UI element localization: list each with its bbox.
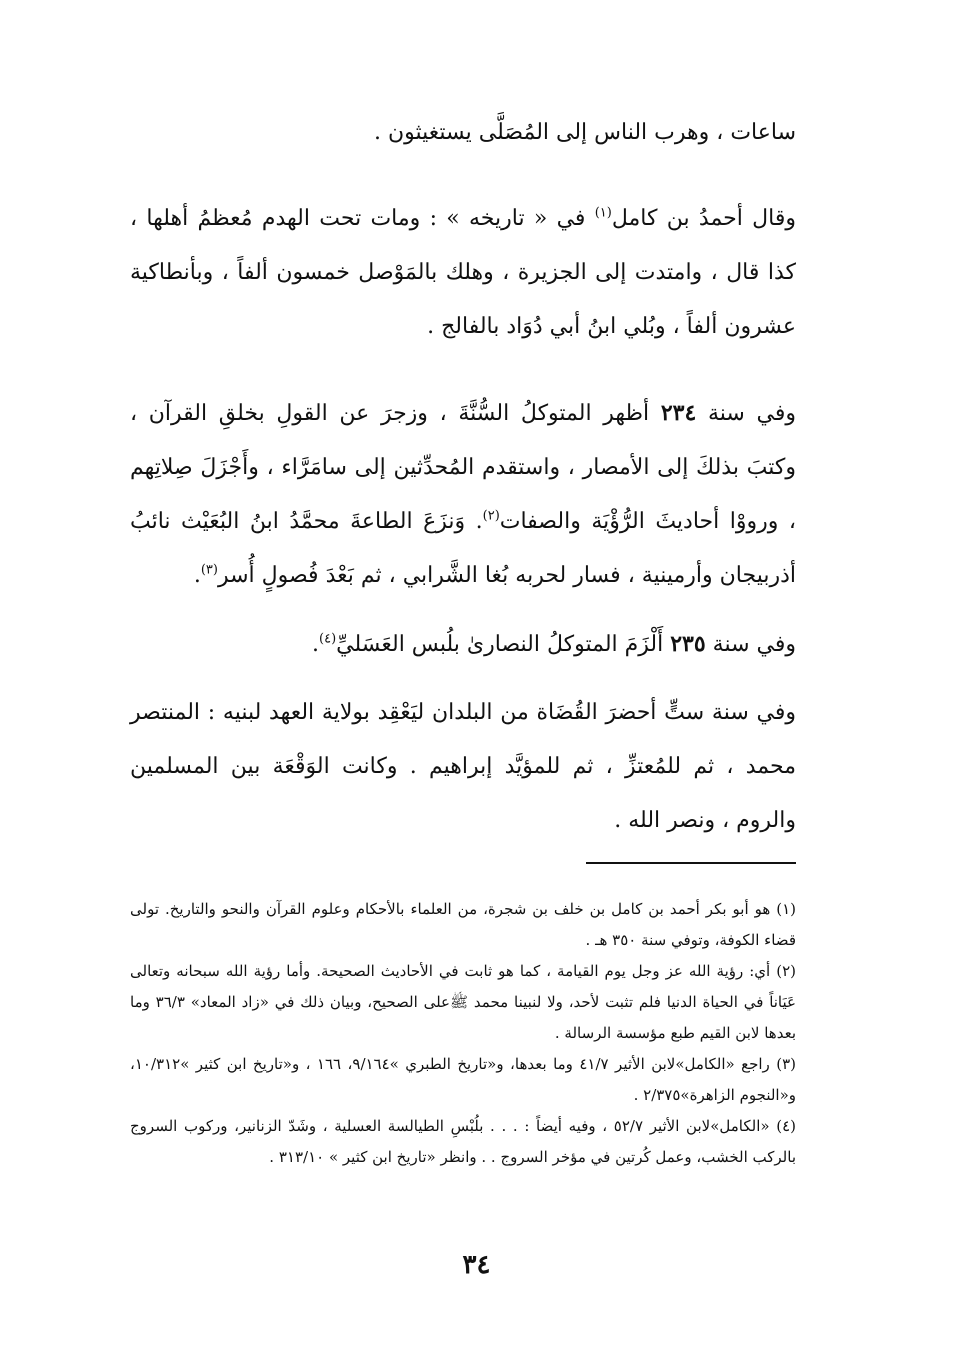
footnote-ref-2[interactable]: (٢) [482,508,500,524]
footnote-1: (١) هو أبو بكر أحمد بن كامل بن خلف بن شجرة، من العلماء بالأحكام وعلوم القرآن والنحو والتاريخ. تولى قضاء الكوفة، وتوفي سنة ٣٥٠ هـ . [130,900,796,949]
main-text-body [130,106,796,848]
paragraph-3-text-middle: . وَنزَعَ الطاعةَ محمَّدُ ابنُ البُعَيْث نائبُ أذربيجان وأرمينية ، فسار لحربه بُغا الشَّرابي ، ثم بَعْدَ فُصولٍ أُسر [130,509,796,588]
paragraph-4-text-end: . [312,632,319,657]
paragraph-5-text: وفي سنة ستٍّ أحضرَ القُضَاة من البلدان ليَعْقِد بولاية العهد لبنيه : المنتصر محمد ، ثم للمُعتزِّ ، ثم للمؤيَّد إبراهيم . وكانت الوَقْعَة بين المسلمين والروم ، ونصر الله . [130,700,796,833]
paragraph-3-text-start: أظهر المتوكلُ السُّنَّةَ ، وزجرَ عن القولِ بخلقِ القرآن ، وكتبَ بذلكَ إلى الأمصار ، واستقدم المُحدِّثين إلى سامَرَّاء ، وأَجْزَلَ صِلاتِهم ، ورووْا أحاديثَ الرُّؤْيَة والصفات [130,401,796,534]
footnote-separator [586,862,796,864]
year-235: ٢٣٥ [670,631,706,657]
year-234: ٢٣٤ [660,400,697,426]
paragraph-3-text-end: . [193,563,201,588]
footnote-ref-3[interactable]: (٣) [200,562,218,578]
paragraph-4-text: أَلْزَمَ المتوكلُ النصارىٰ بلُبس العَسَليِّ [336,632,671,657]
paragraph-1 [130,106,796,160]
paragraph-3-lead: وفي سنة [696,401,796,426]
footnote-ref-4[interactable]: (٤) [319,631,337,647]
paragraph-2-text-start: وقال أحمدُ بن كامل [611,206,796,231]
paragraph-1-text: ساعات ، وهرب الناس إلى المُصَلَّى يستغيثون . [374,120,796,145]
paragraph-4-lead: وفي سنة [705,632,796,657]
footnote-3: (٣) راجع «الكامل»لابن الأثير ٤١/٧ وما بعدها، و«تاريخ الطبري »٩/١٦٤، ١٦٦ ، و«تاريخ ابن كثير »١٠/٣١٢، و«النجوم الزاهرة»٢/٣٧٥ . [130,1055,797,1104]
footnote-4: (٤) «الكامل»لابن الأثير ٥٢/٧ ، وفيه أيضاً : . . . بلُبْسِ الطيالسة العسلية ، وشَدّ الزنانير، وركوب السروج بالركب الخشب، وعمل كُرتين في مؤخر السروج . . وانظر «تاريخ ابن كثير » ٣١٣/١٠ . [130,1117,796,1166]
footnotes-section [130,894,796,1173]
footnote-2: (٢) أي: رؤية الله عز وجل يوم القيامة ، كما هو ثابت في الأحاديث الصحيحة. وأما رؤية الله سبحانه وتعالى عَيَاناً في الحياة الدنيا فلم تثبت لأحد، ولا لنبينا محمد ﷺعلى الصحيح، وبيان ذلك في «زاد المعاد» ٣٦/٣ وما بعدها لابن القيم طبع مؤسسة الرسالة . [130,962,796,1042]
footnote-ref-1[interactable]: (١) [594,205,612,221]
paragraph-2-text-end: في « تاريخه » : ومات تحت الهدم مُعظمُ أهلها ، كذا قال ، وامتدت إلى الجزيرة ، وهلك بالمَوْصل خمسون ألفاً ، وبأنطاكية عشرون ألفاً ، وبُلي ابنُ أبي دُوَاد بالفالج . [130,206,796,339]
paragraph-2 [130,192,796,354]
paragraph-5 [130,686,796,848]
page-number: ٣٤ [462,1250,491,1280]
paragraph-3 [130,386,796,603]
paragraph-4 [130,617,796,672]
